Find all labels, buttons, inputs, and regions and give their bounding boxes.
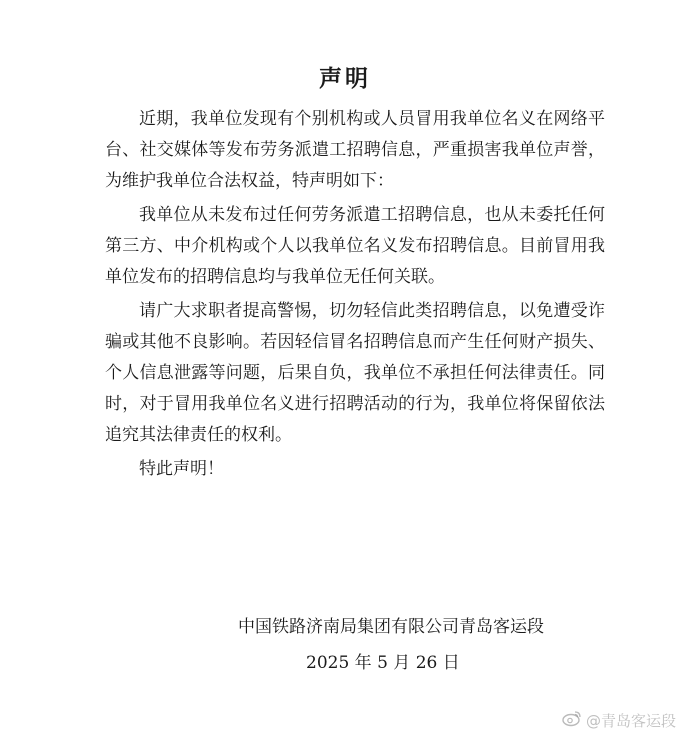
document-body [105, 104, 605, 488]
signature-date: 2025 年 5 月 26 日 [306, 653, 460, 673]
paragraph-declaration: 我单位从未发布过任何劳务派遣工招聘信息，也从未委托任何第三方、中介机构或个人以我单位名义发布招聘信息。目前冒用我单位发布的招聘信息均与我单位无任何关联。 [105, 205, 605, 287]
weibo-watermark [562, 709, 676, 731]
weibo-icon [562, 709, 582, 731]
signature-organization: 中国铁路济南局集团有限公司青岛客运段 [238, 617, 544, 637]
paragraph-intro: 近期，我单位发现有个别机构或人员冒用我单位名义在网络平台、社交媒体等发布劳务派遣工招聘信息，严重损害我单位声誉，为维护我单位合法权益，特声明如下： [105, 109, 605, 191]
document-title: 声明 [319, 66, 371, 92]
paragraph-warning: 请广大求职者提高警惕，切勿轻信此类招聘信息，以免遭受诈骗或其他不良影响。若因轻信冒名招聘信息而产生任何财产损失、个人信息泄露等问题，后果自负，我单位不承担任何法律责任。同时，对于冒用我单位名义进行招聘活动的行为，我单位将保留依法追究其法律责任的权利。 [105, 301, 605, 445]
paragraph-closing: 特此声明！ [139, 459, 224, 479]
watermark-text: @青岛客运段 [585, 711, 676, 730]
